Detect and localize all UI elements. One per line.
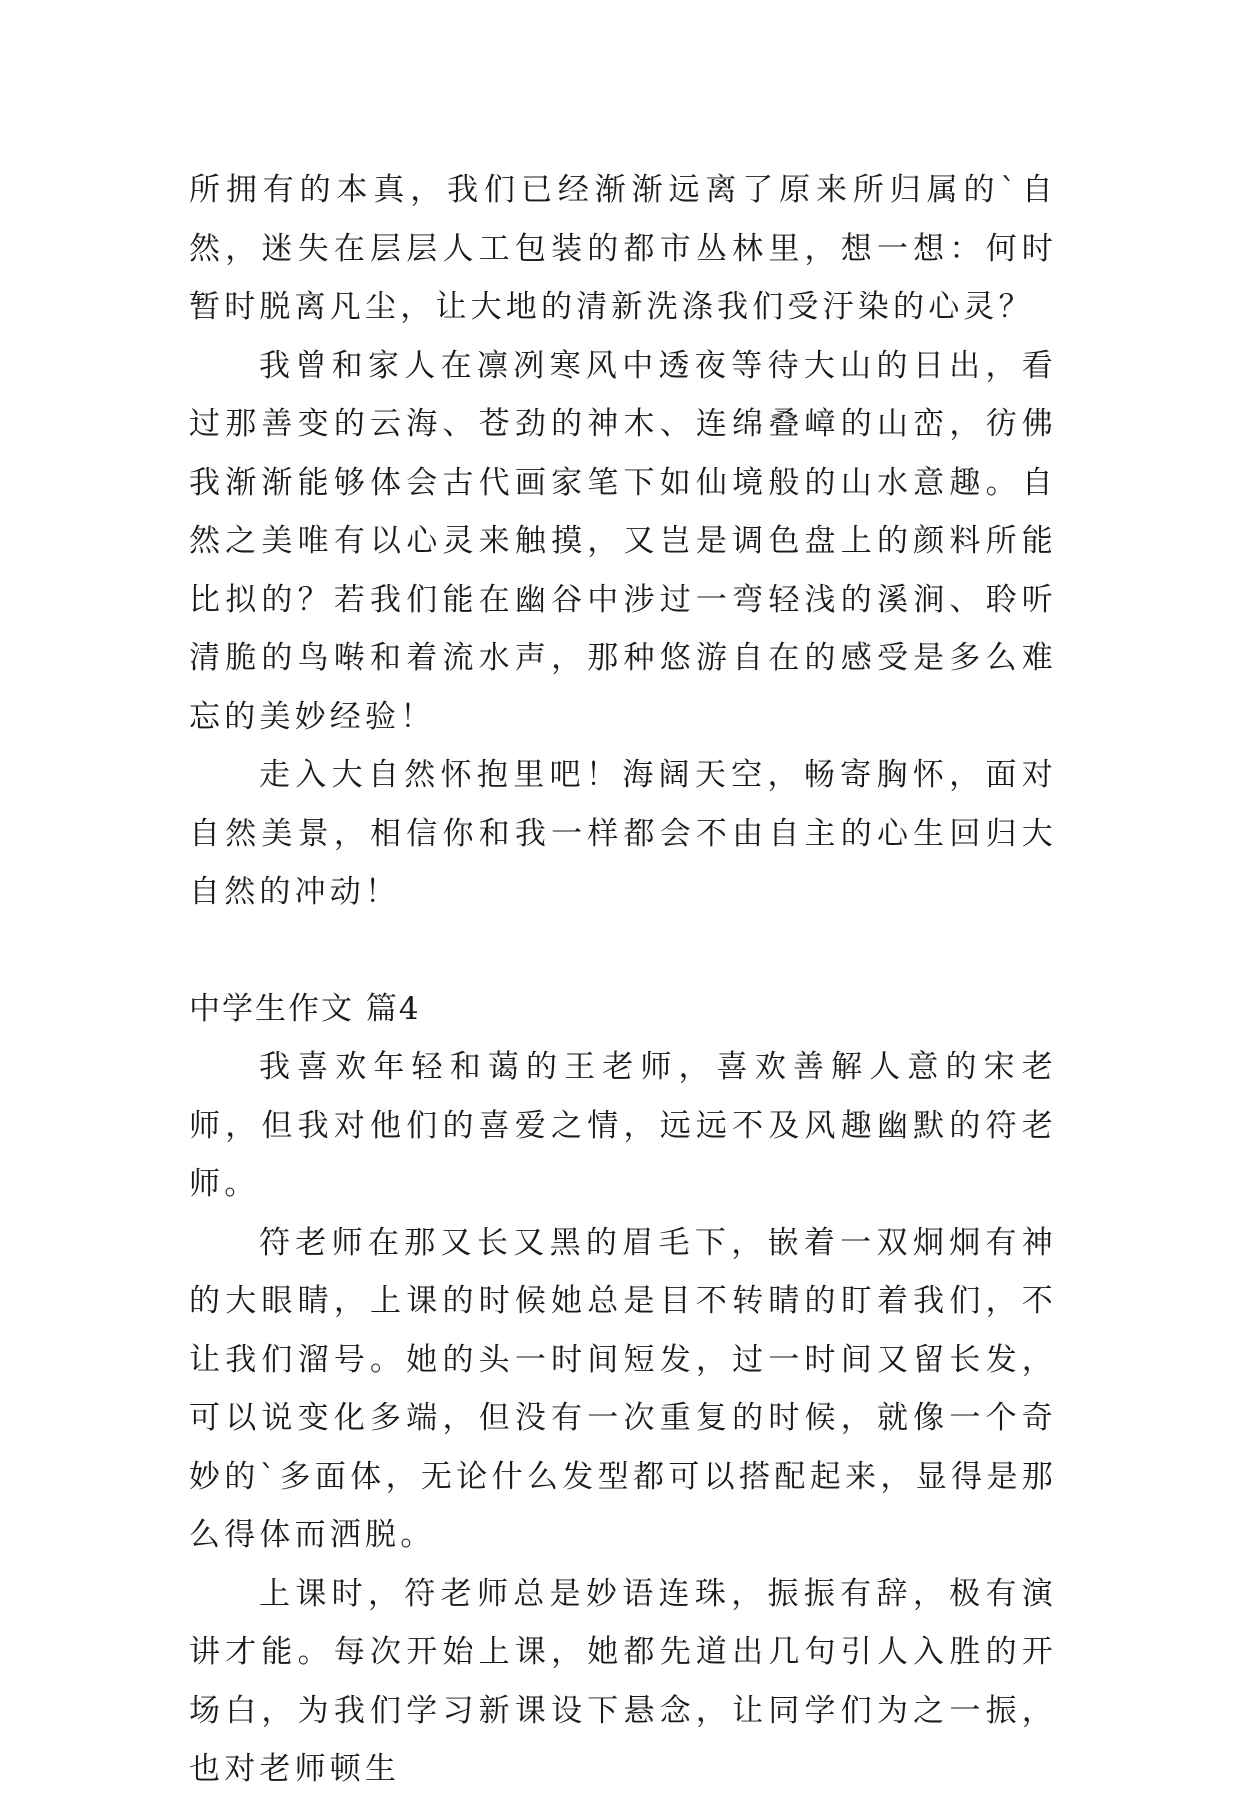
paragraph: 我曾和家人在凛冽寒风中透夜等待大山的日出，看过那善变的云海、苍劲的神木、连绵叠嶂的山峦，彷佛我渐渐能够体会古代画家笔下如仙境般的山水意趣。自然之美唯有以心灵来触摸，又岂是调色盘上的颜料所能比拟的？若我们能在幽谷中涉过一弯轻浅的溪涧、聆听清脆的鸟啭和着流水声，那种悠游自在的感受是多么难忘的美妙经验！: [189, 347, 1057, 735]
section-spacer: [189, 922, 1057, 980]
paragraph-continued: 所拥有的本真，我们已经渐渐远离了原来所归属的`自然，迷失在层层人工包装的都市丛林里，想一想：何时暂时脱离凡尘，让大地的清新洗涤我们受汙染的心灵？: [189, 172, 1057, 325]
paragraph: 我喜欢年轻和蔼的王老师，喜欢善解人意的宋老师，但我对他们的喜爱之情，远远不及风趣幽默的符老师。: [189, 1049, 1057, 1202]
paragraph: 走入大自然怀抱里吧！海阔天空，畅寄胸怀，面对自然美景，相信你和我一样都会不由自主的心生回归大自然的冲动！: [189, 757, 1057, 910]
section-heading: 中学生作文 篇4: [189, 990, 421, 1027]
document-body: [189, 161, 1057, 1799]
paragraph: 上课时，符老师总是妙语连珠，振振有辞，极有演讲才能。每次开始上课，她都先道出几句引人入胜的开场白，为我们学习新课设下悬念，让同学们为之一振，也对老师顿生: [189, 1575, 1057, 1787]
paragraph: 符老师在那又长又黑的眉毛下，嵌着一双炯炯有神的大眼睛，上课的时候她总是目不转睛的盯着我们，不让我们溜号。她的头一时间短发，过一时间又留长发，可以说变化多端，但没有一次重复的时候，就像一个奇妙的`多面体，无论什么发型都可以搭配起来，显得是那么得体而洒脱。: [189, 1224, 1057, 1553]
